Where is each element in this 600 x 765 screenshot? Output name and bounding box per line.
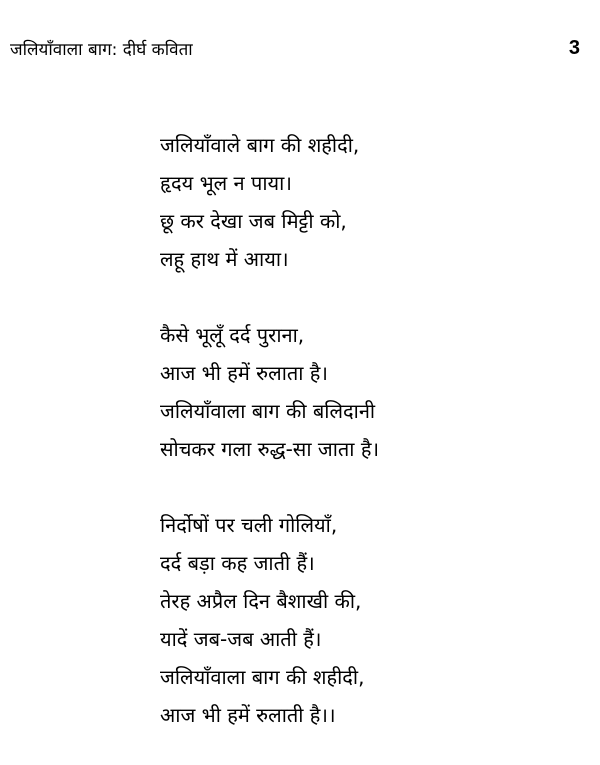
- poem-line: तेरह अप्रैल दिन बैशाखी की,: [160, 589, 362, 613]
- poem-body: [160, 130, 590, 738]
- poem-line: जलियाँवाले बाग की शहीदी,: [160, 133, 360, 157]
- poem-line: छू कर देखा जब मिट्टी को,: [160, 209, 347, 233]
- poem-line: कैसे भूलूँ दर्द पुराना,: [160, 323, 305, 347]
- stanza-2: [160, 320, 590, 472]
- poem-line: निर्दोषों पर चली गोलियाँ,: [160, 513, 338, 537]
- poem-line: यादें जब-जब आती हैं।: [160, 627, 322, 651]
- poem-line: आज भी हमें रुलाता है।: [160, 361, 329, 385]
- poem-line: हृदय भूल न पाया।: [160, 171, 292, 195]
- stanza-1: [160, 130, 590, 282]
- poem-line: आज भी हमें रुलाती है।।: [160, 703, 336, 727]
- poem-line: दर्द बड़ा कह जाती हैं।: [160, 551, 315, 575]
- poem-line: जलियाँवाला बाग की शहीदी,: [160, 665, 365, 689]
- page-number: 3: [568, 37, 580, 59]
- stanza-3: [160, 510, 590, 738]
- running-head-title: जलियाँवाला बाग: दीर्घ कविता: [10, 40, 193, 60]
- poem-line: जलियाँवाला बाग की बलिदानी: [160, 399, 376, 423]
- poem-line: सोचकर गला रुद्ध-सा जाता है।: [160, 437, 380, 461]
- poem-line: लहू हाथ में आया।: [160, 247, 289, 271]
